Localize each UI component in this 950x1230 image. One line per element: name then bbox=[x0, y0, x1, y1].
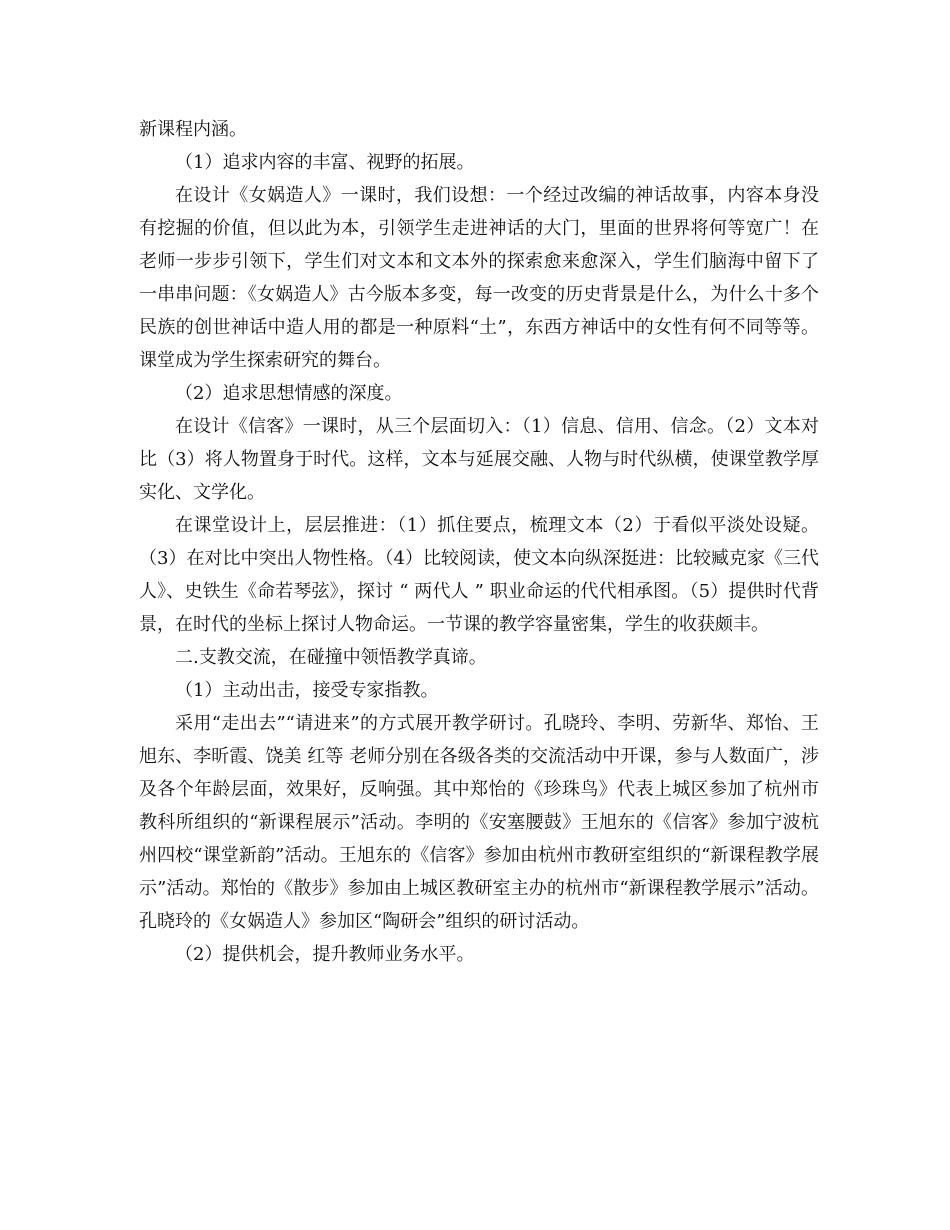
paragraph-continuation: 新课程内涵。 bbox=[139, 119, 247, 140]
document-body bbox=[139, 113, 819, 971]
section-heading-exchange: 二.支教交流，在碰撞中领悟教学真谛。 bbox=[175, 647, 487, 668]
paragraph-lesson-design: 在课堂设计上，层层推进：（1）抓住要点，梳理文本（2）于看似平淡处设疑。（3）在对比中突出人物性格。（4）比较阅读，使文本向纵深挺进：比较臧克家《三代人》、史铁生《命若琴弦》，探讨 “ 两代人 ” 职业命运的代代相承图。（5）提供时代背景，在时代的坐标上探讨人物命运。一节课的教学容量密集，学生的收获颇丰。 bbox=[139, 515, 819, 635]
subheading-expert-guidance: （1）主动出击，接受专家指教。 bbox=[175, 680, 439, 701]
paragraph-nuwa-lesson: 在设计《女娲造人》一课时，我们设想：一个经过改编的神话故事，内容本身没有挖掘的价值，但以此为本，引领学生走进神话的大门，里面的世界将何等宽广！在老师一步步引领下，学生们对文本和文本外的探索愈来愈深入，学生们脑海中留下了一串串问题：《女娲造人》古今版本多变，每一改变的历史背景是什么，为什么十多个民族的创世神话中造人用的都是一种原料“土”，东西方神话中的女性有何不同等等。课堂成为学生探索研究的舞台。 bbox=[139, 185, 819, 371]
subheading-emotional-depth: （2）追求思想情感的深度。 bbox=[175, 383, 403, 404]
subheading-content-richness: （1）追求内容的丰富、视野的拓展。 bbox=[175, 152, 475, 173]
paragraph-teaching-seminars: 采用“走出去”“请进来”的方式展开教学研讨。孔晓玲、李明、劳新华、郑怡、王旭东、李昕霞、饶美 红等 老师分别在各级各类的交流活动中开课，参与人数面广，涉及各个年龄层面，效果好，反响强。其中郑怡的《珍珠鸟》代表上城区参加了杭州市教科所组织的“新课程展示”活动。李明的《安塞腰鼓》王旭东的《信客》参加宁波杭州四校“课堂新韵”活动。王旭东的《信客》参加由杭州市教研室组织的“新课程教学展示”活动。郑怡的《散步》参加由上城区教研室主办的杭州市“新课程教学展示”活动。孔晓玲的《女娲造人》参加区“陶研会”组织的研讨活动。 bbox=[139, 713, 819, 932]
subheading-teacher-opportunities: （2）提供机会，提升教师业务水平。 bbox=[175, 944, 475, 965]
paragraph-xinke-lesson: 在设计《信客》一课时，从三个层面切入：（1）信息、信用、信念。（2）文本对比（3）将人物置身于时代。这样，文本与延展交融、人物与时代纵横，使课堂教学厚实化、文学化。 bbox=[139, 416, 819, 503]
